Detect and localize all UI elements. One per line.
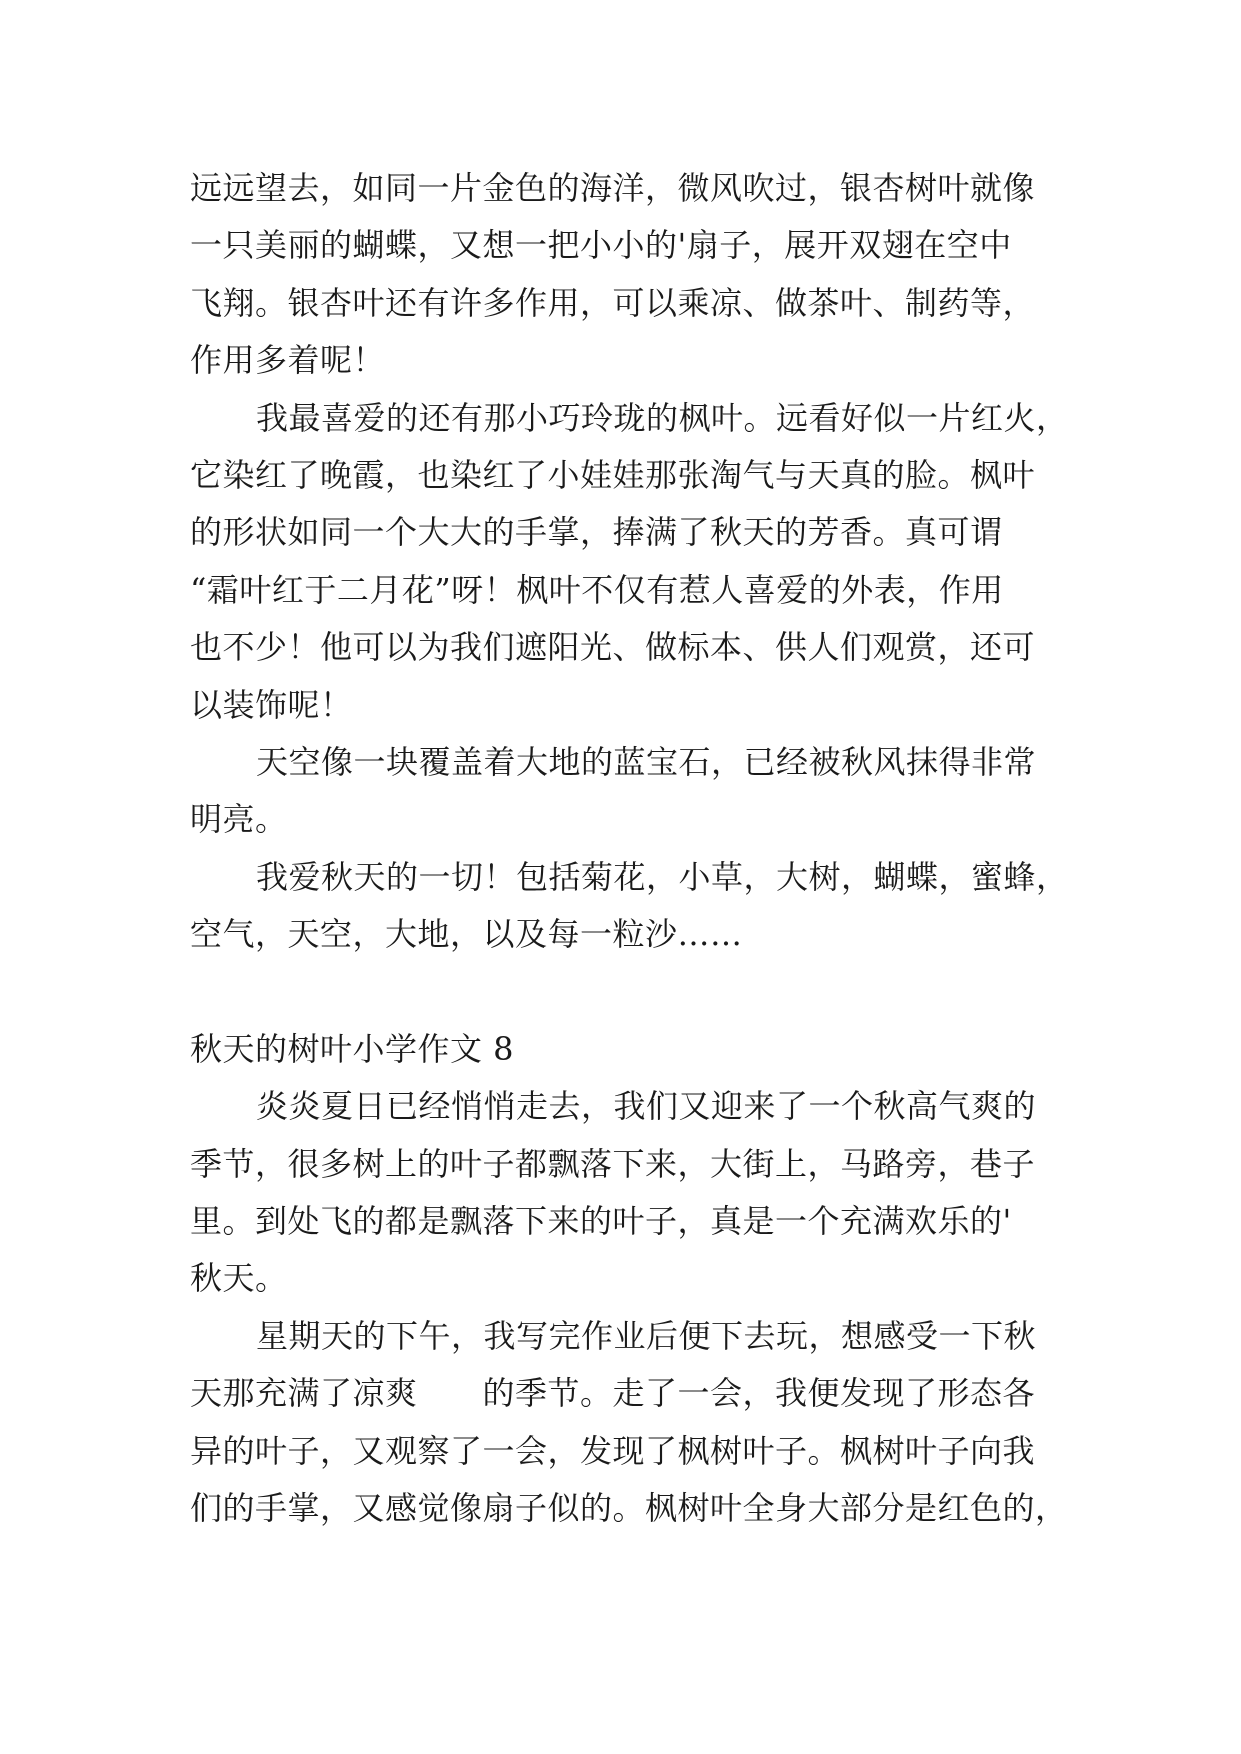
paragraph-line: 飞翔。银杏叶还有许多作用，可以乘凉、做茶叶、制药等，	[190, 283, 1036, 322]
paragraph-line: 一只美丽的蝴蝶，又想一把小小的'扇子，展开双翅在空中	[190, 226, 1012, 265]
paragraph-line: 的形状如同一个大大的手掌，捧满了秋天的芳香。真可谓	[190, 513, 1003, 552]
paragraph-line: 炎炎夏日已经悄悄走去，我们又迎来了一个秋高气爽的	[256, 1087, 1037, 1126]
paragraph-line: 明亮。	[190, 800, 288, 839]
paragraph-line: 远远望去，如同一片金色的海洋，微风吹过，银杏树叶就像	[190, 169, 1036, 207]
paragraph-line: 天那充满了凉爽 的季节。走了一会，我便发现了形态各	[190, 1374, 1036, 1413]
section-heading: 秋天的树叶小学作文 8	[190, 1029, 515, 1068]
document-body	[190, 160, 1080, 1537]
paragraph-line: 我最喜爱的还有那小巧玲珑的枫叶。远看好似一片红火，	[256, 398, 1069, 437]
paragraph-line: 我爱秋天的一切！包括菊花，小草，大树，蝴蝶，蜜蜂，	[256, 857, 1069, 896]
paragraph-line: 们的手掌，又感觉像扇子似的。枫树叶全身大部分是红色的，	[190, 1488, 1068, 1527]
paragraph-line: 天空像一块覆盖着大地的蓝宝石，已经被秋风抹得非常	[256, 742, 1037, 781]
paragraph-line: 异的叶子，又观察了一会，发现了枫树叶子。枫树叶子向我	[190, 1431, 1036, 1470]
paragraph-line: “霜叶红于二月花”呀！枫叶不仅有惹人喜爱的外表，作用	[190, 570, 1004, 609]
paragraph-line: 星期天的下午，我写完作业后便下去玩，想感受一下秋	[256, 1316, 1037, 1355]
paragraph-line: 空气，天空，大地，以及每一粒沙……	[190, 915, 743, 954]
paragraph-line: 季节，很多树上的叶子都飘落下来，大街上，马路旁，巷子	[190, 1144, 1036, 1183]
section-gap	[190, 963, 1080, 1020]
paragraph-line: 秋天。	[190, 1259, 288, 1298]
paragraph-line: 它染红了晚霞，也染红了小娃娃那张淘气与天真的脸。枫叶	[190, 455, 1036, 494]
paragraph-line: 里。到处飞的都是飘落下来的叶子，真是一个充满欢乐的'	[190, 1202, 1012, 1241]
paragraph-line: 也不少！他可以为我们遮阳光、做标本、供人们观赏，还可	[190, 628, 1036, 667]
paragraph-line: 作用多着呢！	[190, 341, 386, 380]
paragraph-line: 以装饰呢！	[190, 685, 353, 724]
